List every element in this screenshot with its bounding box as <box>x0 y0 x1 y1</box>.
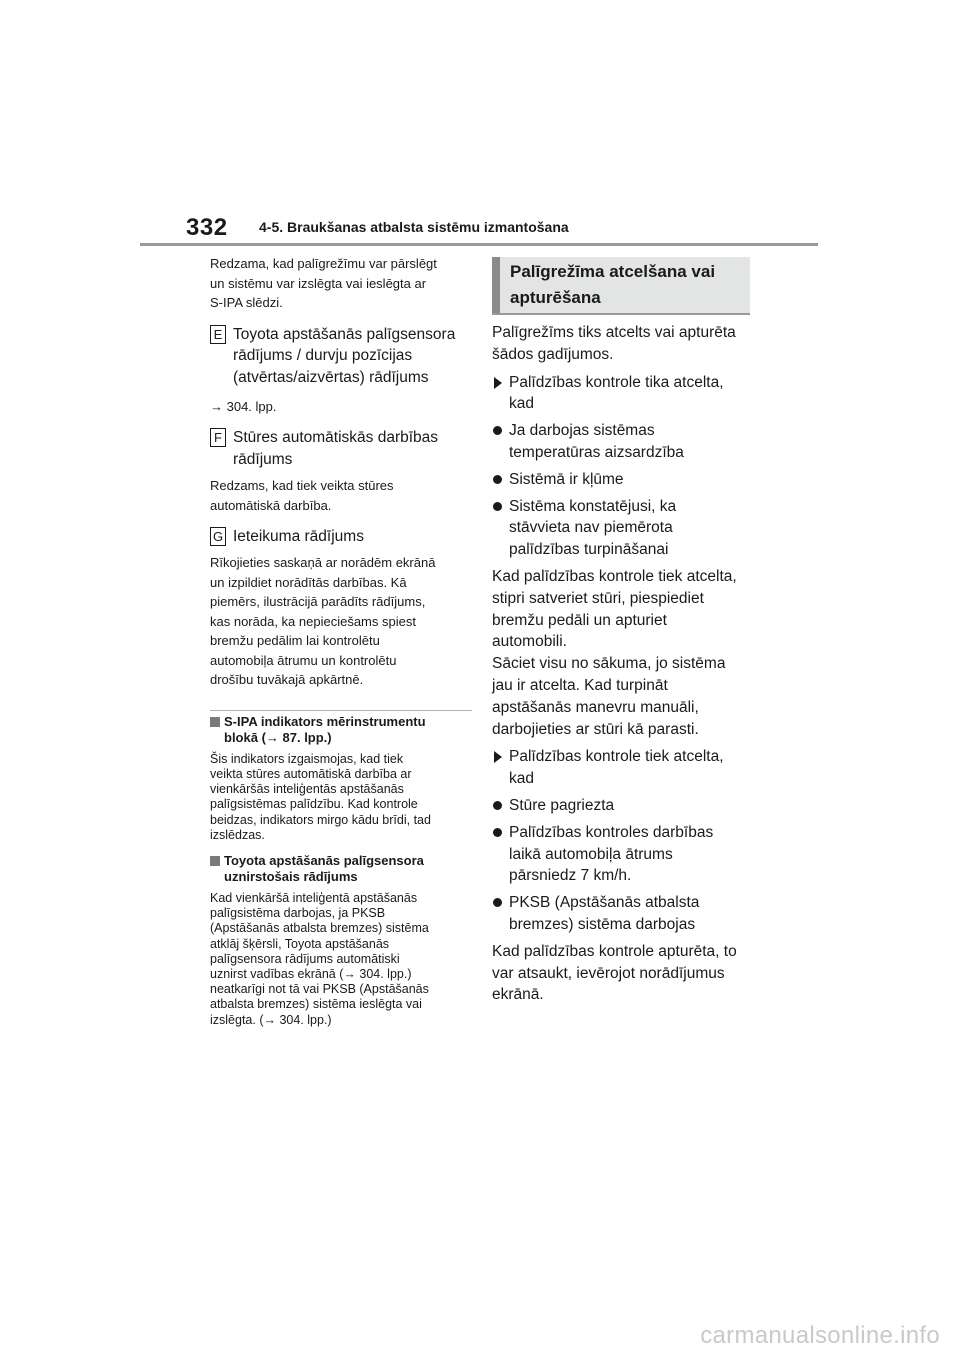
dot-bullet-icon <box>493 898 502 907</box>
text-line: Rīkojieties saskaņā ar norādēm ekrānā <box>210 555 436 571</box>
text-line: Sistēmā ir kļūme <box>509 470 624 488</box>
text-line: kad <box>509 770 534 788</box>
text-line: veikta stūres automātiskā darbība ar <box>210 766 412 781</box>
text-line: bremzes) sistēma darbojas <box>509 915 696 933</box>
triangle-bullet-icon <box>494 377 502 389</box>
text-line: temperatūras aizsardzība <box>509 443 684 461</box>
text-line: Palīdzības kontroles darbības <box>509 823 714 841</box>
group-title-stopped <box>492 746 750 790</box>
list-item <box>492 496 750 561</box>
note-body-s-ipa-indicator <box>210 752 472 843</box>
text-line: Palīdzības kontrole tiek atcelta, <box>509 748 724 766</box>
list-item <box>492 822 750 887</box>
note-heading-s-ipa-indicator <box>210 714 472 746</box>
text-line: ekrānā. <box>492 986 544 1004</box>
text-line: palīgsensora rādījums automātiski <box>210 951 400 966</box>
item-e-page-ref: → 304. lpp. <box>210 398 277 414</box>
text-line: Redzama, kad palīgrežīmu var pārslēgt <box>210 256 437 271</box>
text-line: Palīgrežīms tiks atcelts vai apturēta <box>492 324 736 341</box>
text-line: stāvvieta nav piemērota <box>509 519 673 537</box>
text-line: Stūres automātiskās darbības <box>233 428 439 446</box>
intro-text <box>210 254 472 313</box>
section-heading-cancel-or-stop <box>492 257 750 313</box>
text-line: apturēšana <box>510 288 601 307</box>
text-line: piemērs, ilustrācijā parādīts rādījums, <box>210 594 426 610</box>
label-g-box: G <box>210 527 226 546</box>
text-line: kad <box>509 395 534 413</box>
text-line: Palīdzības kontrole tika atcelta, <box>509 373 724 391</box>
group-after-text-cancelled <box>492 566 750 740</box>
text-line: izslēdzas. <box>210 827 265 842</box>
text-line: un izpildiet norādītās darbības. Kā <box>210 574 407 590</box>
text-line: automātiskā darbība. <box>210 497 332 513</box>
text-line: neatkarīgi not tā vai PKSB (Apstāšanās <box>210 982 429 997</box>
page-number: 332 <box>186 214 228 241</box>
dot-bullet-icon <box>493 828 502 837</box>
text-line: darbojieties ar stūri kā parasti. <box>492 720 699 738</box>
label-f-box: F <box>210 428 226 447</box>
text-line: blokā (→ 87. lpp.) <box>224 729 332 745</box>
text-line: jau ir atcelta. Kad turpināt <box>492 676 668 694</box>
text-line: atbalsta bremzes) sistēma ieslēgta vai <box>210 997 422 1012</box>
text-line: palīgsistēmas palīdzību. Kad kontrole <box>210 797 418 812</box>
item-g-description <box>210 553 472 690</box>
dot-bullet-icon <box>493 801 502 810</box>
square-bullet-icon <box>210 717 220 727</box>
text-line: laikā automobiļa ātrums <box>509 845 673 863</box>
text-line: Kad vienkāršā inteliģentā apstāšanās <box>210 891 418 905</box>
text-line: (atvērtas/aizvērtas) rādījums <box>233 369 429 387</box>
list-item <box>492 420 750 464</box>
dot-bullet-icon <box>493 426 502 435</box>
triangle-bullet-icon <box>494 751 502 763</box>
text-line: vienkāršās inteliģentās apstāšanās <box>210 782 404 797</box>
text-line: drošību tuvākajā apkārtnē. <box>210 672 364 688</box>
text-line: atklāj šķērsli, Toyota apstāšanās <box>210 936 390 951</box>
text-line: Ieteikuma rādījums <box>233 528 364 546</box>
text-line: S-IPA indikators mērinstrumentu <box>224 713 426 729</box>
item-f-description <box>210 476 472 515</box>
text-line: Redzams, kad tiek veikta stūres <box>210 478 394 494</box>
text-line: rādījums / durvju pozīcijas <box>233 347 413 365</box>
text-line: kas norāda, ka nepieciešams spiest <box>210 613 416 629</box>
intro-text <box>492 322 750 366</box>
label-e-box: E <box>210 325 226 344</box>
text-line: palīdzības turpināšanai <box>509 541 669 559</box>
left-column <box>210 254 472 1028</box>
text-line: automobiļa ātrumu un kontrolētu <box>210 652 397 668</box>
dot-bullet-icon <box>493 475 502 484</box>
text-line: uznirst vadības ekrānā (→ 304. lpp.) <box>210 967 412 982</box>
text-line: Stūre pagriezta <box>509 796 615 814</box>
text-line: Kad palīdzības kontrole tiek atcelta, <box>492 567 737 585</box>
text-line: rādījums <box>233 450 293 468</box>
text-line: uznirstošais rādījums <box>224 869 358 884</box>
text-line: beidzas, indikators mirgo kādu brīdi, tad <box>210 812 431 827</box>
text-line: palīgsistēma darbojas, ja PKSB <box>210 906 386 921</box>
text-line: PKSB (Apstāšanās atbalsta <box>509 894 700 912</box>
text-line: Palīgrežīma atcelšana vai <box>510 262 716 281</box>
list-item <box>492 795 750 817</box>
text-line: šādos gadījumos. <box>492 345 614 363</box>
note-heading-popup-display <box>210 853 472 885</box>
text-line: automobili. <box>492 633 567 651</box>
list-item <box>492 469 750 491</box>
right-column <box>492 257 750 1006</box>
list-item <box>492 892 750 936</box>
watermark: carmanualsonline.info <box>700 1322 940 1349</box>
text-line: izslēgta. (→ 304. lpp.) <box>210 1012 332 1027</box>
text-line: Sistēma konstatējusi, ka <box>509 497 677 515</box>
text-line: pārsniedz 7 km/h. <box>509 867 632 885</box>
section-title: 4-5. Braukšanas atbalsta sistēmu izmantošana <box>259 219 569 235</box>
text-line: S-IPA slēdzi. <box>210 295 283 310</box>
text-line: bremžu pedālim lai kontrolētu <box>210 633 380 649</box>
note-body-popup-display <box>210 891 472 1028</box>
text-line: (Apstāšanās atbalsta bremzes) sistēma <box>210 921 429 936</box>
text-line: Šis indikators izgaismojas, kad tiek <box>210 751 404 766</box>
item-e-title <box>210 324 472 389</box>
item-g-title <box>210 526 472 548</box>
text-line: bremžu pedāli un apturiet <box>492 611 667 629</box>
text-line: apstāšanās manevru manuāli, <box>492 698 699 716</box>
group-title-cancelled <box>492 372 750 416</box>
text-line: stipri satveriet stūri, piespiediet <box>492 589 704 607</box>
dot-bullet-icon <box>493 502 502 511</box>
text-line: Kad palīdzības kontrole apturēta, to <box>492 942 737 960</box>
header-rule <box>140 243 818 246</box>
square-bullet-icon <box>210 856 220 866</box>
text-line: Sāciet visu no sākuma, jo sistēma <box>492 655 726 673</box>
text-line: Toyota apstāšanās palīgsensora <box>224 853 424 868</box>
text-line: un sistēmu var izslēgta vai ieslēgta ar <box>210 275 427 291</box>
item-f-title <box>210 427 472 471</box>
text-line: Toyota apstāšanās palīgsensora <box>233 325 456 343</box>
group-after-text-stopped <box>492 941 750 1006</box>
text-line: Ja darbojas sistēmas <box>509 422 655 440</box>
text-line: var atsaukt, ievērojot norādījumus <box>492 964 725 982</box>
